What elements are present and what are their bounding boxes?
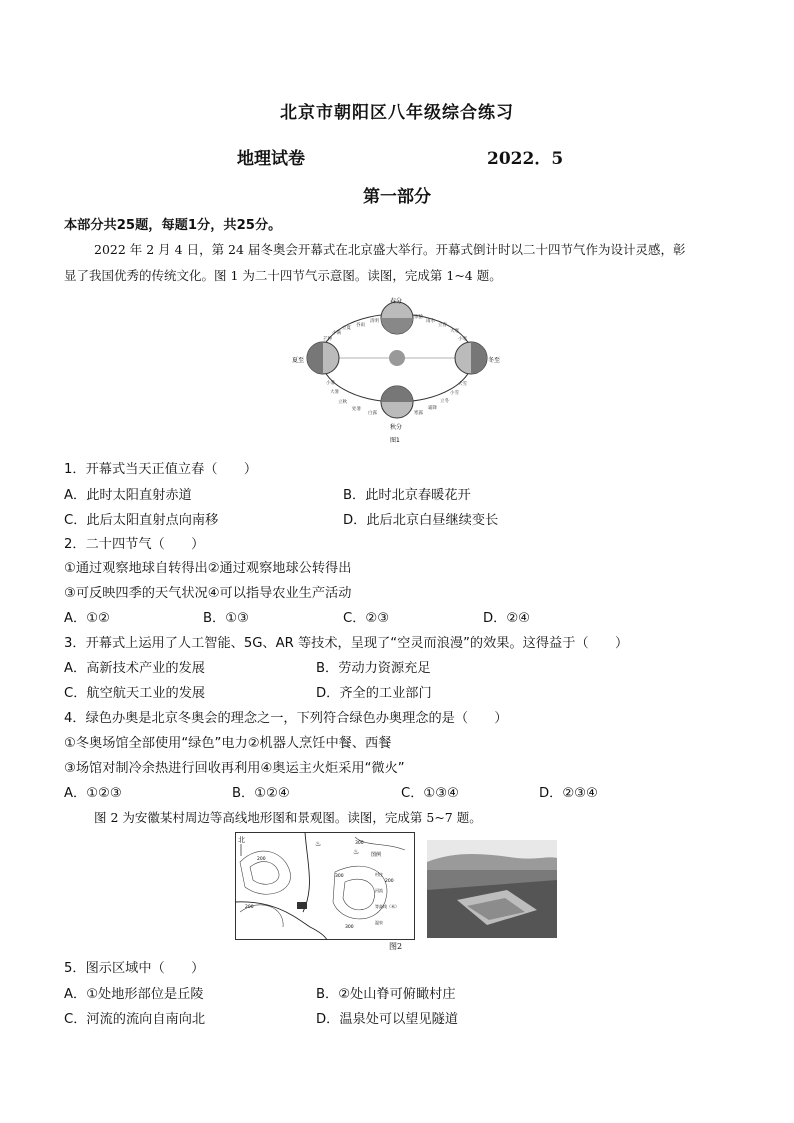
landscape-photo (427, 840, 557, 938)
intro-line-2: 显了我国优秀的传统文化。图 1 为二十四节气示意图。读图，完成第 1~4 题。 (64, 268, 502, 283)
term-label: 白露 (368, 411, 377, 416)
term-label: 立秋 (338, 400, 347, 405)
term-label: 清明 (370, 319, 379, 324)
label-summer: 夏至 (292, 357, 305, 364)
q2-statement-1: ①通过观察地球自转得出②通过观察地球公转得出 (64, 561, 352, 576)
q2-option-c[interactable]: C．②③ (343, 611, 390, 626)
village-icon (297, 902, 307, 909)
earth-winter (455, 342, 487, 374)
term-label: 立冬 (440, 399, 449, 404)
term-label: 雨水 (426, 319, 435, 324)
q5-option-d[interactable]: D．温泉处可以望见隧道 (316, 1012, 459, 1027)
term-label: 立春 (438, 323, 447, 328)
question-3-stem: 3．开幕式上运用了人工智能、5G、AR 等技术，呈现了“空灵而浪漫”的效果。这得益于（ ） (64, 636, 629, 651)
term-label: 芒种 (323, 337, 332, 342)
contour-label: 200 (385, 879, 394, 884)
term-label: 惊蛰 (414, 315, 423, 320)
legend-item: 河流 (375, 888, 383, 893)
question-5-stem: 5．图示区域中（ ） (64, 961, 205, 976)
intro-2: 图 2 为安徽某村周边等高线地形图和景观图。读图，完成第 5~7 题。 (94, 810, 482, 825)
contour-label: 300 (355, 841, 364, 846)
figure2-caption: 图2 (389, 942, 403, 951)
hot-spring-icon: ♨ (353, 848, 360, 856)
q3-option-c[interactable]: C．航空航天工业的发展 (64, 686, 206, 701)
north-label: 北 (238, 836, 245, 844)
subject-title: 地理试卷 (237, 149, 305, 169)
term-label: 小雪 (450, 391, 459, 396)
q4-option-a[interactable]: A．①②③ (64, 786, 122, 801)
q4-statement-1: ①冬奥场馆全部使用“绿色”电力②机器人烹饪中餐、西餐 (64, 736, 392, 751)
exam-date: 2022．5 (487, 149, 564, 169)
term-label: 处暑 (352, 407, 361, 412)
term-label: 立夏 (342, 326, 351, 331)
q4-option-b[interactable]: B．①②④ (232, 786, 290, 801)
term-label: 小满 (332, 331, 341, 336)
q2-statement-2: ③可反映四季的天气状况④可以指导农业生产活动 (64, 586, 352, 601)
page-title: 北京市朝阳区八年级综合练习 (280, 103, 514, 123)
q5-option-c[interactable]: C．河流的流向自南向北 (64, 1012, 206, 1027)
q1-option-d[interactable]: D．此后北京白昼继续变长 (343, 513, 499, 528)
instructions: 本部分共25题，每题1分，共25分。 (64, 218, 282, 233)
intro-line-1: 2022 年 2 月 4 日，第 24 届冬奥会开幕式在北京盛大举行。开幕式倒计时以二十四节气作为设计灵感，彰 (94, 242, 686, 257)
contour-label: 200 (245, 905, 254, 910)
term-label: 大暑 (330, 390, 339, 395)
earth-spring (381, 302, 413, 334)
contour-map (235, 832, 415, 940)
earth-autumn (381, 386, 413, 418)
q2-option-d[interactable]: D．②④ (483, 611, 530, 626)
legend-title: 图例 (371, 852, 382, 858)
term-label: 小暑 (326, 381, 335, 386)
sun-icon (389, 350, 405, 366)
q4-option-c[interactable]: C．①③④ (401, 786, 459, 801)
q1-option-c[interactable]: C．此后太阳直射点向南移 (64, 513, 219, 528)
figure1-caption: 图1 (390, 437, 400, 444)
question-4-stem: 4．绿色办奥是北京冬奥会的理念之一，下列符合绿色办奥理念的是（ ） (64, 711, 508, 726)
part-heading: 第一部分 (363, 187, 431, 207)
legend-item: 村庄 (375, 872, 383, 877)
contour-label: 200 (257, 857, 266, 862)
label-autumn: 秋分 (390, 424, 403, 431)
term-label: 霜降 (428, 406, 437, 411)
term-label: 谷雨 (356, 323, 365, 328)
contour-label: 300 (345, 925, 354, 930)
question-1-stem: 1．开幕式当天正值立春（ ） (64, 462, 258, 477)
q2-option-b[interactable]: B．①③ (203, 611, 249, 626)
label-winter: 冬至 (488, 357, 500, 364)
term-label: 大寒 (450, 329, 459, 334)
earth-summer (307, 342, 339, 374)
contour-label: 300 (335, 874, 344, 879)
q3-option-a[interactable]: A．高新技术产业的发展 (64, 661, 205, 676)
hot-spring-icon: ♨ (315, 840, 322, 848)
q2-option-a[interactable]: A．①② (64, 611, 110, 626)
q4-statement-2: ③场馆对制冷余热进行回收再利用④奥运主火炬采用“微火” (64, 761, 405, 776)
question-2-stem: 2．二十四节气（ ） (64, 537, 205, 552)
term-label: 小寒 (458, 337, 467, 342)
term-label: 大雪 (458, 382, 467, 387)
q4-option-d[interactable]: D．②③④ (539, 786, 598, 801)
q5-option-a[interactable]: A．①处地形部位是丘陵 (64, 987, 204, 1002)
q3-option-b[interactable]: B．劳动力资源充足 (316, 661, 431, 676)
label-spring: 春分 (390, 298, 403, 305)
legend-item: 温泉 (375, 920, 383, 925)
term-label: 寒露 (414, 411, 423, 416)
q5-option-b[interactable]: B．②处山脊可俯瞰村庄 (316, 987, 456, 1002)
solar-terms-figure (290, 296, 500, 446)
q3-option-d[interactable]: D．齐全的工业部门 (316, 686, 432, 701)
q1-option-b[interactable]: B．此时北京春暖花开 (343, 488, 471, 503)
q1-option-a[interactable]: A．此时太阳直射赤道 (64, 488, 192, 503)
legend-item: 等高线（米） (375, 904, 399, 909)
